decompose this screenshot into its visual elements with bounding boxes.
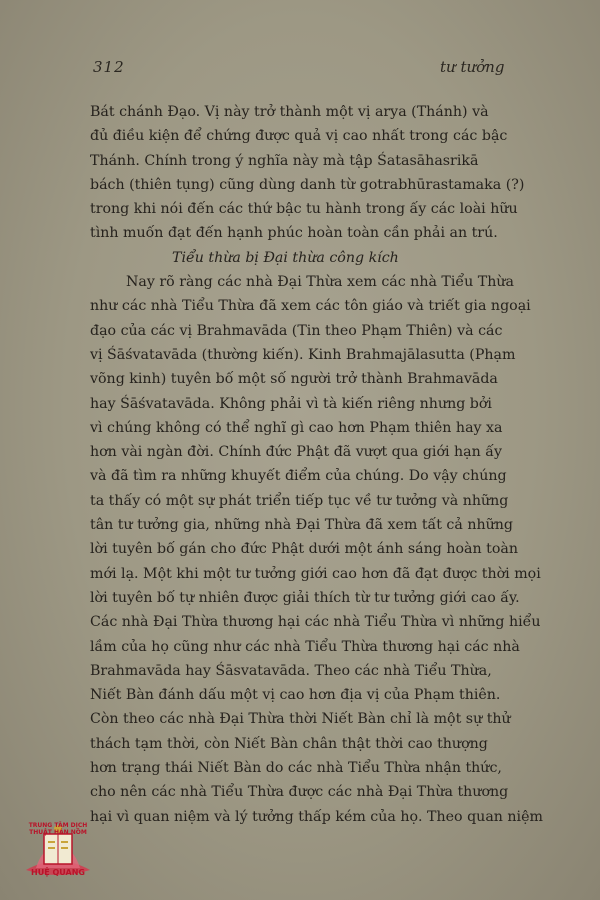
text-line: Brahmavāda hay Śāsvatavāda. Theo các nhà Tiểu Thừa, [90,662,492,679]
text-line: lời tuyên bố gán cho đức Phật dưới một ánh sáng hoàn toàn [90,541,518,558]
logo-name-text: HUỆ QUANG [31,868,85,877]
text-line: tình muốn đạt đến hạnh phúc hoàn toàn cần phải an trú. [90,225,498,242]
text-line: lầm của họ cũng như các nhà Tiểu Thừa thương hại các nhà [90,638,520,655]
hue-quang-logo [18,818,98,888]
text-line: vị Śāśvatavāda (thường kiến). Kinh Brahmajālasutta (Phạm [90,346,516,363]
text-line: mới lạ. Một khi một tư tưởng giới cao hơn đã đạt được thời mọi [90,565,541,582]
text-line: ta thấy có một sự phát triển tiếp tục về tư tưởng và những [90,492,509,509]
text-line: đủ điều kiện để chứng được quả vị cao nhất trong các bậc [90,128,508,145]
text-line: Bát chánh Đạo. Vị này trở thành một vị arya (Thánh) và [90,104,489,120]
text-line: hơn trạng thái Niết Bàn do các nhà Tiểu Thừa nhận thức, [90,760,502,777]
page-number: 312 [93,58,125,76]
running-title: tư tưởng [440,58,505,76]
section-heading: Tiểu thừa bị Đại thừa công kích [172,249,399,266]
text-line: hay Śāśvatavāda. Không phải vì tà kiến riêng nhưng bởi [90,395,492,412]
text-line: lời tuyên bố tự nhiên được giải thích từ tư tưởng giới cao ấy. [90,589,520,606]
text-line: trong khi nói đến các thứ bậc tu hành trong ấy các loài hữu [90,201,518,218]
text-line: vì chúng không có thể nghĩ gì cao hơn Phạm thiên hay xa [90,419,503,436]
text-line: Còn theo các nhà Đại Thừa thời Niết Bàn chỉ là một sự thử [90,711,511,728]
logo-top-text: TRUNG TÂM DỊCH THUẬT HÁN NÔM [28,822,88,836]
text-line: và đã tìm ra những khuyết điểm của chúng. Do vậy chúng [90,468,507,485]
text-line: như các nhà Tiểu Thừa đã xem các tôn giáo và triết gia ngoại [90,298,531,315]
text-line: hơn vài ngàn đời. Chính đức Phật đã vượt qua giới hạn ấy [90,444,502,461]
text-line: Nay rõ ràng các nhà Đại Thừa xem các nhà Tiểu Thừa [126,274,515,291]
text-line: võng kinh) tuyên bố một số người trở thành Brahmavāda [90,371,498,388]
text-line: Thánh. Chính trong ý nghĩa này mà tập Śatasāhasrikā [90,152,479,169]
text-line: cho nên các nhà Tiểu Thừa được các nhà Đại Thừa thương [90,784,509,801]
text-line: hại vì quan niệm và lý tưởng thấp kém của họ. Theo quan niệm [90,808,543,825]
text-line: bách (thiên tụng) cũng dùng danh từ gotrabhūrastamaka (?) [90,176,525,193]
body-text [90,100,543,829]
text-line: tân tư tưởng gia, những nhà Đại Thừa đã xem tất cả những [90,517,513,534]
text-line: đạo của các vị Brahmavāda (Tin theo Phạm Thiên) và các [90,322,503,339]
text-line: Các nhà Đại Thừa thương hại các nhà Tiểu Thừa vì những hiểu [90,614,541,631]
text-line: Niết Bàn đánh dấu một vị cao hơn địa vị của Phạm thiên. [90,687,501,704]
text-line: thách tạm thời, còn Niết Bàn chân thật thời cao thượng [90,735,488,752]
